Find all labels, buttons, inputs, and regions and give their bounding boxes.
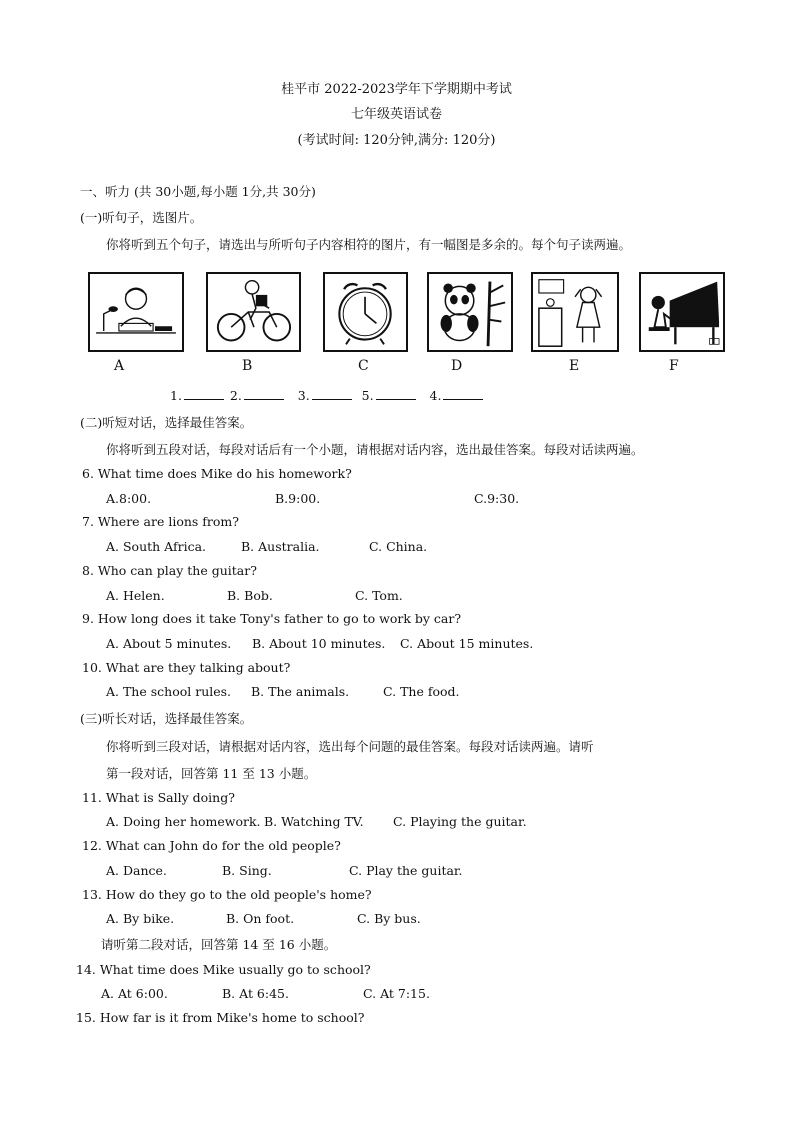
q12-option-c: C. Play the guitar.: [349, 863, 463, 878]
question-11: 11. What is Sally doing?: [82, 790, 235, 805]
exam-subtitle: 七年级英语试卷: [350, 107, 442, 122]
q14-option-a: A. At 6:00.: [101, 986, 168, 1001]
q8-option-c: C. Tom.: [355, 588, 403, 603]
answer-blank[interactable]: [376, 388, 416, 400]
question-14: 14. What time does Mike usually go to school?: [76, 962, 371, 977]
picture-label-c: C: [358, 358, 369, 374]
exam-time-info: (考试时间: 120分钟,满分: 120分): [297, 133, 496, 148]
panda-icon: [429, 274, 511, 350]
question-6: 6. What time does Mike do his homework?: [82, 466, 352, 481]
picture-e: [531, 272, 619, 352]
question-9: 9. How long does it take Tony's father to go to work by car?: [82, 611, 462, 626]
answer-blanks-row: [170, 388, 485, 403]
answer-blank[interactable]: [443, 388, 483, 400]
q6-option-b: B.9:00.: [275, 491, 321, 506]
answer-blank-label: 3.: [297, 388, 310, 403]
question-7: 7. Where are lions from?: [82, 514, 239, 529]
studying-boy-icon: [90, 274, 182, 350]
piano-player-icon: [641, 274, 723, 350]
part3-second-instruction: 请听第二段对话，回答第 14 至 16 小题。: [101, 937, 337, 952]
q6-option-a: A.8:00.: [106, 491, 152, 506]
part3-instruction: 你将听到三段对话，请根据对话内容，选出每个问题的最佳答案。每段对话读两遍。请听: [106, 739, 594, 754]
q9-option-b: B. About 10 minutes.: [252, 636, 386, 651]
q14-option-b: B. At 6:45.: [222, 986, 289, 1001]
picture-a: [88, 272, 184, 352]
q11-option-c: C. Playing the guitar.: [393, 814, 527, 829]
exam-title: 桂平市 2022-2023学年下学期期中考试: [281, 82, 512, 97]
q8-option-a: A. Helen.: [106, 588, 165, 603]
part3-instruction-cont: 第一段对话，回答第 11 至 13 小题。: [106, 766, 317, 781]
part2-heading: (二)听短对话，选择最佳答案。: [80, 415, 253, 430]
girl-at-desk-icon: [533, 274, 617, 350]
question-10: 10. What are they talking about?: [82, 660, 291, 675]
part3-heading: (三)听长对话，选择最佳答案。: [80, 711, 253, 726]
q14-option-c: C. At 7:15.: [363, 986, 430, 1001]
q10-option-a: A. The school rules.: [106, 684, 232, 699]
answer-blank-label: 2.: [229, 388, 242, 403]
question-8: 8. Who can play the guitar?: [82, 563, 257, 578]
question-12: 12. What can John do for the old people?: [82, 838, 341, 853]
alarm-clock-icon: [325, 274, 406, 350]
picture-label-b: B: [242, 358, 253, 374]
picture-label-e: E: [569, 358, 580, 374]
q11-option-b: B. Watching TV.: [264, 814, 364, 829]
section-heading-listening: 一、听力 (共 30小题,每小题 1分,共 30分): [80, 184, 316, 199]
q6-option-c: C.9:30.: [474, 491, 520, 506]
answer-blank[interactable]: [244, 388, 284, 400]
q10-option-c: C. The food.: [383, 684, 460, 699]
answer-blank-label: 4.: [429, 388, 442, 403]
part2-instruction: 你将听到五段对话，每段对话后有一个小题，请根据对话内容，选出最佳答案。每段对话读两遍。: [106, 442, 644, 457]
cyclist-icon: [208, 274, 299, 350]
q8-option-b: B. Bob.: [227, 588, 273, 603]
picture-f: [639, 272, 725, 352]
q12-option-a: A. Dance.: [106, 863, 167, 878]
q13-option-c: C. By bus.: [357, 911, 421, 926]
answer-blank-label: 1.: [170, 388, 182, 403]
part1-instruction: 你将听到五个句子，请选出与所听句子内容相符的图片，有一幅图是多余的。每个句子读两遍。: [106, 237, 632, 252]
answer-blank-label: 5.: [361, 388, 374, 403]
picture-label-d: D: [451, 358, 463, 374]
q12-option-b: B. Sing.: [222, 863, 272, 878]
q7-option-a: A. South Africa.: [106, 539, 206, 554]
q9-option-a: A. About 5 minutes.: [106, 636, 232, 651]
picture-b: [206, 272, 301, 352]
picture-label-f: F: [669, 358, 679, 374]
question-15: 15. How far is it from Mike's home to school?: [76, 1010, 365, 1025]
part1-heading: (一)听句子，选图片。: [80, 210, 203, 225]
picture-d: [427, 272, 513, 352]
q7-option-c: C. China.: [369, 539, 428, 554]
answer-blank[interactable]: [184, 388, 224, 400]
picture-c: [323, 272, 408, 352]
q9-option-c: C. About 15 minutes.: [400, 636, 534, 651]
q7-option-b: B. Australia.: [241, 539, 320, 554]
q13-option-a: A. By bike.: [106, 911, 175, 926]
q10-option-b: B. The animals.: [251, 684, 350, 699]
q13-option-b: B. On foot.: [226, 911, 295, 926]
question-13: 13. How do they go to the old people's home?: [82, 887, 372, 902]
picture-label-a: A: [114, 358, 125, 374]
q11-option-a: A. Doing her homework.: [106, 814, 261, 829]
answer-blank[interactable]: [312, 388, 352, 400]
